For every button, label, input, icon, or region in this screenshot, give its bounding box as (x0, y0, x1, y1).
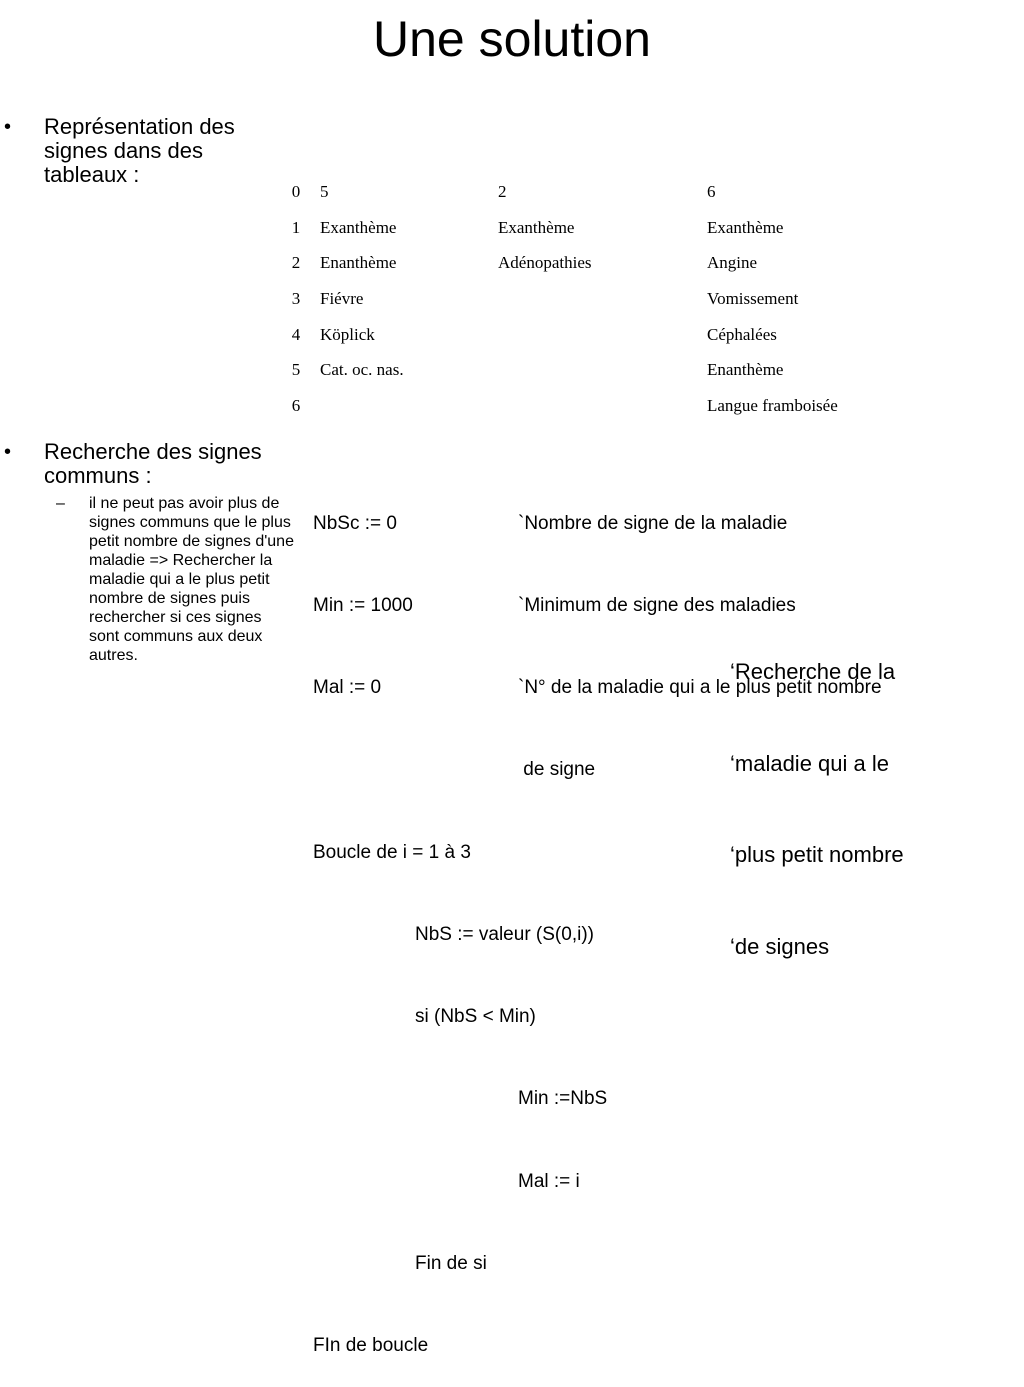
table-cell: 6 (291, 395, 301, 415)
code-line: Boucle de i = 1 à 3 (313, 841, 471, 863)
table-cell (498, 281, 707, 317)
table-cell: 5 (320, 181, 329, 201)
side-comment-line: ‘plus petit nombre (730, 842, 904, 867)
code-line: Mal := i (518, 1170, 580, 1192)
code-line: NbS := valeur (S(0,i)) (415, 923, 594, 945)
table-row (272, 352, 877, 388)
sub-bullet-marker: – (56, 495, 65, 512)
code-comment: `Nombre de signe de la maladie (518, 512, 788, 534)
table-cell: 4 (291, 324, 301, 344)
table-cell (320, 388, 498, 424)
side-comment (730, 596, 904, 993)
table-cell (498, 388, 707, 424)
side-comment-line: ‘Recherche de la (730, 659, 896, 684)
bullet-marker: • (4, 116, 12, 138)
side-comment-line: ‘de signes (730, 933, 830, 959)
bullet-text: Représentation des signes dans des tableaux : (44, 114, 235, 187)
table-row (272, 245, 877, 281)
table-cell: 2 (498, 181, 507, 201)
slide-title: Une solution (373, 11, 651, 67)
table-cell: Enanthème (320, 253, 397, 273)
code-line: Fin de si (415, 1252, 487, 1274)
table-cell: Exanthème (707, 217, 784, 237)
code-comment: `Minimum de signe des maladies (518, 595, 796, 617)
code-line: Min :=NbS (518, 1088, 608, 1110)
table-cell: Fiévre (320, 288, 364, 308)
table-cell: 5 (291, 360, 301, 380)
table-cell: 2 (291, 253, 301, 273)
table-row (272, 210, 877, 246)
table-cell: 1 (291, 217, 301, 237)
bullet-marker: • (4, 441, 12, 463)
signs-table (272, 174, 877, 424)
table-cell: 0 (291, 181, 301, 201)
table-cell: Langue framboisée (707, 395, 838, 415)
code-line: Min := 1000 (313, 595, 413, 617)
table-cell: 6 (707, 181, 716, 201)
table-cell: Vomissement (707, 288, 799, 308)
code-comment: `N° de la maladie qui a le plus petit nombre (518, 677, 882, 699)
table-cell: Köplick (320, 324, 375, 344)
table-cell: Cat. oc. nas. (320, 360, 404, 380)
code-line: si (NbS < Min) (415, 1006, 536, 1028)
table-cell (498, 352, 707, 388)
side-comment-line: ‘maladie qui a le (730, 750, 889, 776)
table-row (272, 174, 877, 210)
code-line: Mal := 0 (313, 677, 382, 699)
table-cell: 3 (291, 288, 301, 308)
table-cell (498, 317, 707, 353)
sub-bullet-explanation (56, 494, 296, 665)
table-row (272, 317, 877, 353)
table-cell: Exanthème (320, 217, 397, 237)
bullet-recherche (4, 440, 274, 488)
code-line: NbSc := 0 (313, 512, 397, 534)
bullet-text: Recherche des signes communs : (44, 439, 262, 488)
table-cell: Exanthème (498, 217, 575, 237)
table-cell: Céphalées (707, 324, 777, 344)
code-line: FIn de boucle (313, 1335, 429, 1356)
table-cell: Enanthème (707, 360, 784, 380)
code-comment: de signe (518, 759, 596, 781)
table-cell: Adénopathies (498, 253, 592, 273)
table-row (272, 281, 877, 317)
table-row (272, 388, 877, 424)
bullet-representation (4, 115, 274, 187)
sub-bullet-text: il ne peut pas avoir plus de signes communs que le plus petit nombre de signes d'une maladie => Rechercher la maladie qui a le plus petit nombre de signes puis rechercher si ces signes sont communs aux deux autres. (89, 495, 294, 664)
table-cell: Angine (707, 253, 758, 273)
